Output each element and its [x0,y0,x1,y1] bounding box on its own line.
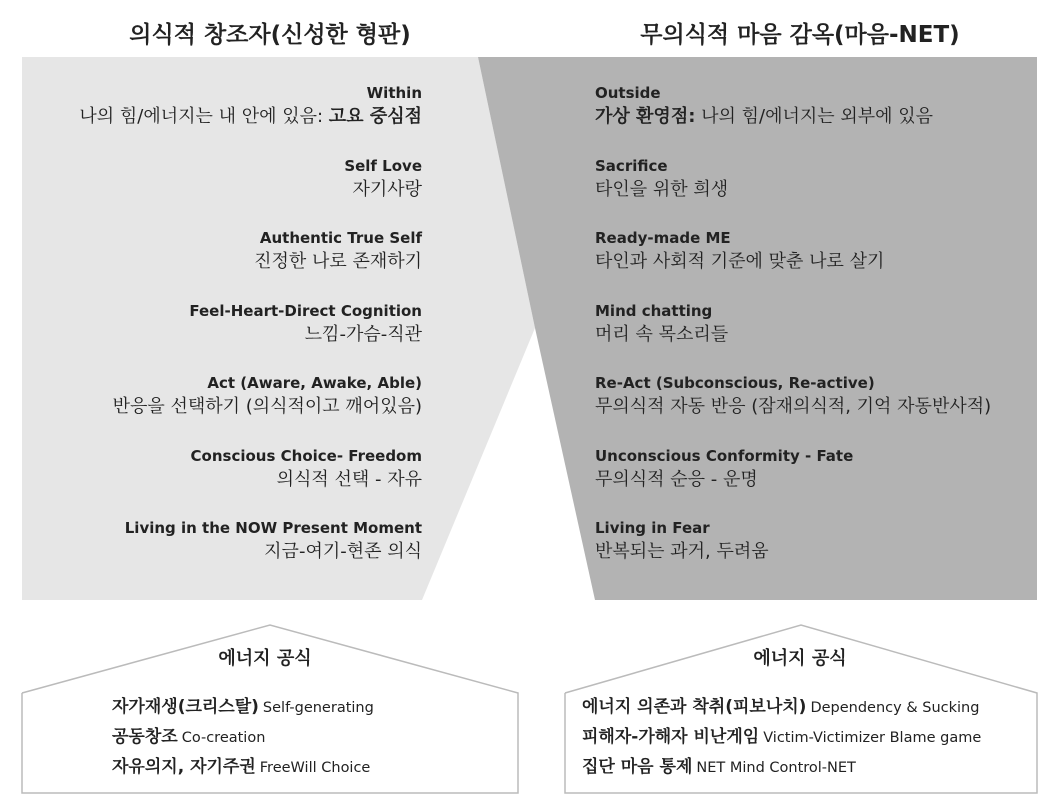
left-column [79,82,422,590]
right-formula-line [582,692,981,722]
right-item-ko-text: 나의 힘/에너지는 외부에 있음 [695,106,934,127]
left-item [79,445,422,518]
left-item-en: Within [366,84,422,102]
right-item-en: Living in Fear [595,519,710,537]
right-item [595,300,991,373]
right-item-ko: 머리 속 목소리들 [595,323,729,345]
left-item [79,300,422,373]
left-item-ko: 자기사랑 [352,178,422,200]
left-formula-line [112,722,374,752]
right-formula-line [582,752,981,782]
left-item [79,155,422,228]
left-item-ko: 진정한 나로 존재하기 [254,251,422,272]
left-formula-line [112,752,374,782]
left-formula-line [112,692,374,722]
left-formula-en: FreeWill Choice [259,760,371,776]
right-title: 무의식적 마음 감옥(마음-NET) [640,22,960,48]
right-item-ko: 반복되는 과거, 두려움 [595,541,769,562]
left-item-en: Living in the NOW Present Moment [124,519,422,537]
left-item-en: Act (Aware, Awake, Able) [207,374,422,392]
left-item-en: Feel-Heart-Direct Cognition [189,301,422,320]
left-item [79,227,422,300]
right-formula-en: NET Mind Control-NET [696,760,856,776]
right-item-en: Mind chatting [595,301,713,320]
left-item-ko-text: 나의 힘/에너지는 내 안에 있음: [79,106,329,127]
left-item-ko: 느낌-가슴-직관 [304,323,422,345]
left-title: 의식적 창조자(신성한 형판) [129,22,411,48]
left-item-ko: 지금-여기-현존 의식 [264,541,422,562]
left-item-ko: 반응을 선택하기 (의식적이고 깨어있음) [112,396,422,417]
right-item-ko: 무의식적 자동 반응 (잠재의식적, 기억 자동반사적) [595,396,992,417]
left-item [79,82,422,155]
formula-right-title: 에너지 공식 [753,648,847,669]
left-item-en: Authentic True Self [259,229,422,247]
right-item-en: Unconscious Conformity - Fate [595,446,854,465]
right-formula-line [582,722,981,752]
right-item-en: Sacrifice [595,156,668,175]
right-formula-ko: 피해자-가해자 비난게임 [582,727,760,747]
right-formula-ko: 집단 마음 통제 [582,757,693,777]
left-item-en: Self Love [344,156,422,175]
left-item-ko [79,104,422,130]
left-item [79,372,422,445]
left-formula-ko: 공동창조 [112,727,178,747]
right-formula-en: Victim-Victimizer Blame game [763,730,982,746]
right-item [595,372,991,445]
right-item-en: Outside [595,84,661,102]
right-item-en: Ready-made ME [595,229,731,247]
formula-left-list [112,692,374,782]
formula-right-list [582,692,981,782]
right-item-ko: 타인과 사회적 기준에 맞춘 나로 살기 [595,251,885,272]
right-item-ko: 타인을 위한 희생 [595,178,729,200]
right-item-ko [595,104,991,130]
right-item-ko-bold: 가상 환영점: [595,106,696,127]
left-item [79,517,422,590]
right-item-en: Re-Act (Subconscious, Re-active) [595,374,875,392]
left-formula-en: Self-generating [262,700,374,716]
right-item [595,82,991,155]
right-item [595,227,991,300]
right-item-ko: 무의식적 순응 - 운명 [595,468,758,490]
left-item-en: Conscious Choice- Freedom [190,446,422,465]
left-formula-ko: 자유의지, 자기주권 [112,757,256,777]
left-formula-en: Co-creation [181,730,266,746]
right-column [595,82,991,590]
left-formula-ko: 자가재생(크리스탈) [112,697,259,717]
right-item [595,155,991,228]
left-item-ko: 의식적 선택 - 자유 [276,468,422,490]
right-formula-ko: 에너지 의존과 착취(피보나치) [582,697,807,717]
right-item [595,445,991,518]
right-formula-en: Dependency & Sucking [810,700,980,716]
left-item-ko-bold: 고요 중심점 [328,106,422,127]
right-item [595,517,991,590]
formula-left-title: 에너지 공식 [218,648,312,669]
